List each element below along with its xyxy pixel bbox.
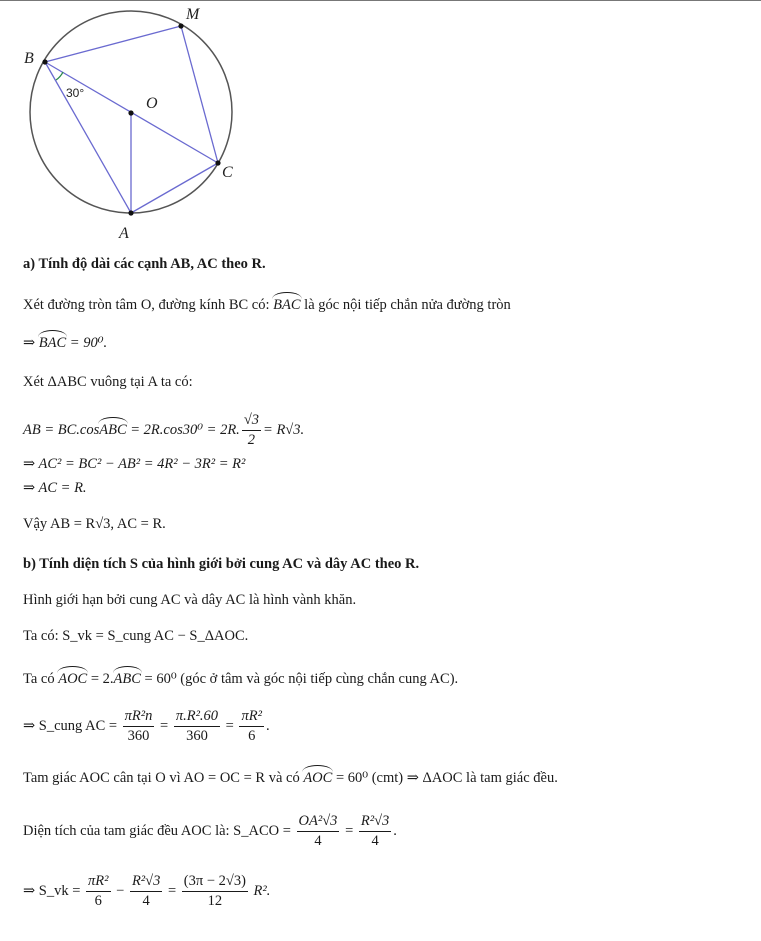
segment-mc bbox=[181, 26, 218, 163]
fraction: $\frac{\text{πR²n}}{360}$ bbox=[124, 708, 153, 744]
part-b-line-1: Hình giới hạn bởi cung AC và dây AC là hình vành khăn. bbox=[23, 592, 357, 608]
fraction: $\frac{(3\pi - 2√3)}{12}$ bbox=[183, 873, 246, 909]
part-b-line-3: Ta có AOC = 2.ABC = 60⁰ (góc ở tâm và góc nội tiếp cùng chắn cung AC). bbox=[23, 671, 459, 687]
arc-bac: BAC bbox=[273, 297, 301, 313]
point-o bbox=[128, 110, 133, 115]
part-a-line-5: ⇒ AC² = BC² − AB² = 4R² − 3R² = R² bbox=[23, 456, 246, 472]
label-o: O bbox=[146, 95, 158, 112]
label-a: A bbox=[119, 225, 129, 242]
part-b-line-4: ⇒ S_cung AC = $\frac{\text{πR²n}}{360}$ = $\frac{\text{π.R².60}}{360}$ = $\frac{\text{πR²}}{6}$ . bbox=[23, 708, 270, 744]
fraction: $\frac{\text{OA²√3}}{4}$ bbox=[298, 813, 338, 849]
arc-aoc: AOC bbox=[303, 770, 333, 786]
segment-ac bbox=[131, 163, 218, 213]
part-a-line-1: Xét đường tròn tâm O, đường kính BC có: BAC là góc nội tiếp chắn nửa đường tròn bbox=[23, 297, 511, 313]
part-a-heading: a) Tính độ dài các cạnh AB, AC theo R. bbox=[23, 256, 266, 272]
segment-bm bbox=[45, 26, 181, 62]
fraction: $\frac{\text{R²√3}}{4}$ bbox=[131, 873, 161, 909]
part-a-line-7: Vậy AB = R√3, AC = R. bbox=[23, 516, 166, 532]
part-b-line-5: Tam giác AOC cân tại O vì AO = OC = R và có AOC = 60⁰ (cmt) ⇒ ΔAOC là tam giác đều. bbox=[23, 770, 558, 786]
label-c: C bbox=[222, 164, 233, 181]
angle-label: 30° bbox=[66, 86, 85, 100]
fraction: $\frac{\text{π.R².60}}{360}$ bbox=[175, 708, 219, 744]
segment-ba bbox=[45, 62, 131, 213]
part-b-heading: b) Tính diện tích S của hình giới bởi cung AC và dây AC theo R. bbox=[23, 556, 420, 572]
fraction: $\frac{\text{πR²}}{6}$ bbox=[241, 708, 262, 744]
circle-figure bbox=[0, 0, 761, 245]
point-a bbox=[128, 210, 133, 215]
label-b: B bbox=[24, 50, 34, 67]
arc-abc: ABC bbox=[113, 671, 141, 687]
arc-aoc: AOC bbox=[58, 671, 88, 687]
fraction: $\frac{√3}{2}$ bbox=[243, 412, 260, 448]
fraction: $\frac{\text{R²√3}}{4}$ bbox=[360, 813, 390, 849]
arc-bac: BAC bbox=[38, 335, 67, 351]
part-a-line-2: ⇒ BAC = 90⁰. bbox=[23, 335, 108, 351]
part-b-line-7: ⇒ S_vk = $\frac{\text{πR²}}{6}$ − $\frac{\text{R²√3}}{4}$ = $\frac{(3\pi - 2√3)}{12}$ R². bbox=[23, 873, 271, 909]
label-m: M bbox=[186, 6, 200, 23]
point-b bbox=[42, 59, 47, 64]
part-a-line-6: ⇒ AC = R. bbox=[23, 480, 87, 496]
part-a-line-4: AB = BC.cosABC = 2R.cos30⁰ = 2R. $\frac{√3}{2}$ = R√3. bbox=[23, 412, 305, 448]
arc-abc: ABC bbox=[99, 421, 127, 438]
point-c bbox=[215, 160, 220, 165]
point-m bbox=[178, 23, 183, 28]
angle-arc bbox=[56, 72, 63, 80]
fraction: $\frac{\text{πR²}}{6}$ bbox=[88, 873, 109, 909]
part-a-line-3: Xét ΔABC vuông tại A ta có: bbox=[23, 374, 193, 390]
part-b-line-6: Diện tích của tam giác đều AOC là: S_ACO = $\frac{\text{OA²√3}}{4}$ = $\frac{\text{R²√3}}{4}$ . bbox=[23, 813, 397, 849]
part-b-line-2: Ta có: S_vk = S_cung AC − S_ΔAOC. bbox=[23, 628, 249, 644]
